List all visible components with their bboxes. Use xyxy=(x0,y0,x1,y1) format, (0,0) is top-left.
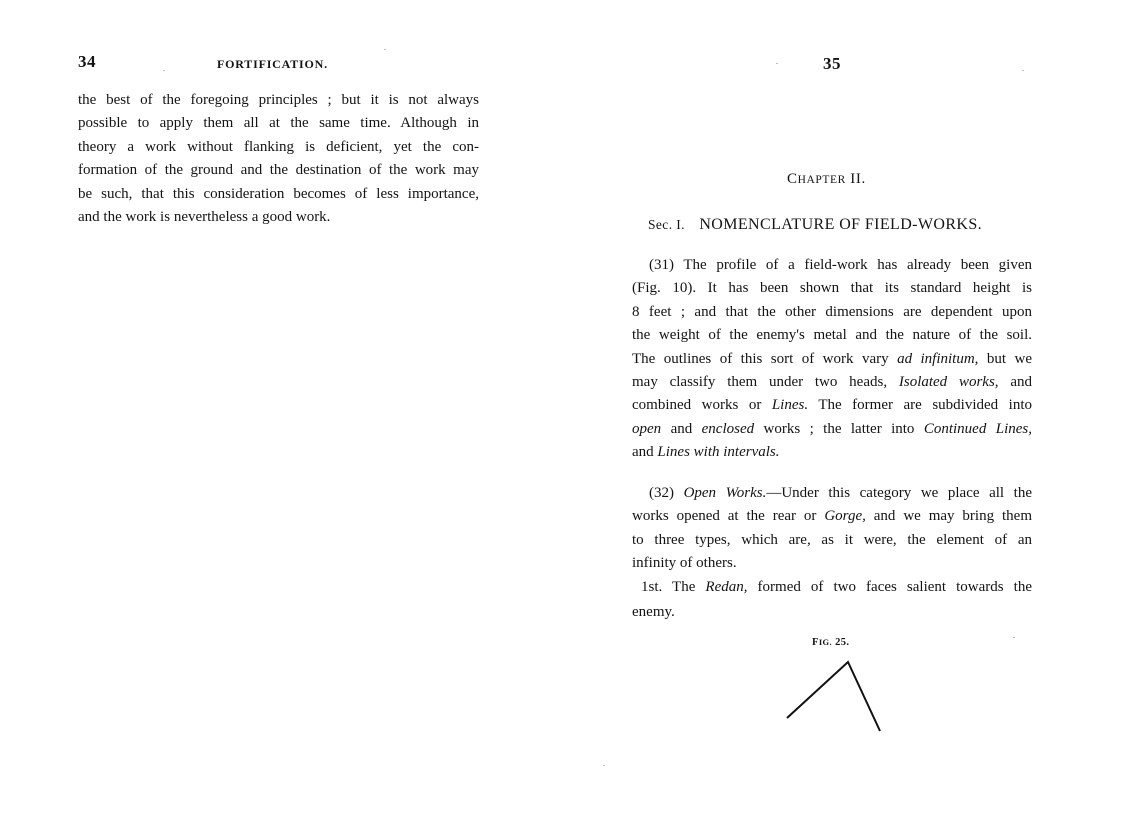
text-run: works opened at the rear or xyxy=(632,508,825,525)
text-run: but we xyxy=(978,350,1032,367)
text-line: be such, that this consideration becomes of less importance, xyxy=(78,185,479,202)
text-run: (Fig. 10). It has been shown that its standard height is xyxy=(632,280,1032,297)
text-run: to three types, which are, as it were, the element of an xyxy=(632,531,1032,548)
paragraph-redan-line xyxy=(632,603,1032,621)
paragraph-redan-line xyxy=(632,578,1032,596)
text-line: possible to apply them all at the same time. Although in xyxy=(78,115,479,132)
section-title: NOMENCLATURE OF FIELD-WORKS. xyxy=(699,216,983,233)
text-run: infinity of others. xyxy=(632,555,737,572)
paragraph-32-line xyxy=(632,554,1032,572)
italic-text: enclosed xyxy=(701,420,755,437)
paragraph-31-line xyxy=(632,279,1032,297)
figure-caption xyxy=(812,637,849,648)
paragraph-31-line xyxy=(632,420,1032,438)
scan-speck xyxy=(384,49,386,50)
chapter-label-initial: C xyxy=(787,171,798,187)
text-run: and xyxy=(998,374,1032,390)
chapter-number: II. xyxy=(850,171,866,187)
text-run: (31) The profile of a field-work has already been given xyxy=(649,257,1032,273)
running-head: FORTIFICATION. xyxy=(217,57,328,71)
text-run: may classify them under two heads, xyxy=(632,374,899,390)
text-run: the weight of the enemy's metal and the nature of the soil. xyxy=(632,327,1032,344)
paragraph-31-line xyxy=(632,350,1032,368)
page-number-left: 34 xyxy=(78,52,96,71)
paragraph-31-line xyxy=(632,443,1032,461)
text-run: —Under this category we place all the xyxy=(766,485,1032,501)
paragraph-31-line xyxy=(632,303,1032,321)
scan-speck xyxy=(603,765,605,766)
text-run: and xyxy=(661,420,702,437)
text-run: combined works or xyxy=(632,397,772,414)
italic-text: Open Works. xyxy=(683,485,767,501)
paragraph-31-line xyxy=(632,396,1032,414)
paragraph-31-line xyxy=(632,373,1032,391)
scan-speck xyxy=(776,63,778,64)
chapter-heading xyxy=(787,171,866,188)
text-line: formation of the ground and the destination of the work may xyxy=(78,162,479,179)
text-line: theory a work without flanking is deficient, yet the con- xyxy=(78,138,479,155)
scan-speck xyxy=(1013,637,1015,638)
text-run: (32) xyxy=(649,485,684,501)
figure-number: 25. xyxy=(835,637,850,648)
italic-text: Isolated works, xyxy=(898,374,999,390)
italic-text: Redan, xyxy=(705,579,748,595)
italic-text: Lines with intervals. xyxy=(657,444,780,461)
paragraph-32-line xyxy=(632,484,1032,502)
scan-speck xyxy=(1022,70,1024,71)
paragraph-32-line xyxy=(632,531,1032,549)
text-run: The outlines of this sort of work vary xyxy=(632,350,898,367)
section-label: Sec. I. xyxy=(648,217,685,232)
italic-text: open xyxy=(632,420,662,437)
text-run: enemy. xyxy=(632,604,675,620)
text-run: 8 feet ; and that the other dimensions are dependent upon xyxy=(632,303,1032,320)
figure-caption-initial: F xyxy=(812,637,819,648)
text-run: and we may bring them xyxy=(865,508,1032,525)
text-run: The former are subdivided into xyxy=(808,397,1032,414)
page-number-right: 35 xyxy=(823,54,841,73)
text-run: works ; the latter into xyxy=(754,420,924,437)
redan-faces-line xyxy=(787,662,880,731)
left-page xyxy=(0,0,560,813)
italic-text: ad infinitum, xyxy=(897,350,979,367)
text-run: and xyxy=(632,444,658,461)
section-heading xyxy=(648,216,982,234)
italic-text: Gorge, xyxy=(824,508,866,525)
text-run: 1st. The xyxy=(641,579,706,595)
paragraph-32-line xyxy=(632,507,1032,525)
italic-text: Lines. xyxy=(771,397,809,414)
text-run: formed of two faces salient towards the xyxy=(747,579,1032,595)
paragraph-31-line xyxy=(632,256,1032,274)
right-page xyxy=(560,0,1125,813)
text-line: and the work is nevertheless a good work. xyxy=(78,209,331,225)
italic-text: Continued Lines, xyxy=(923,420,1032,437)
figure-caption-rest: IG. xyxy=(818,637,833,647)
text-line: the best of the foregoing principles ; but it is not always xyxy=(78,92,479,108)
paragraph-31-line xyxy=(632,326,1032,344)
scan-speck xyxy=(163,70,165,71)
chapter-label-rest: HAPTER xyxy=(797,174,846,186)
